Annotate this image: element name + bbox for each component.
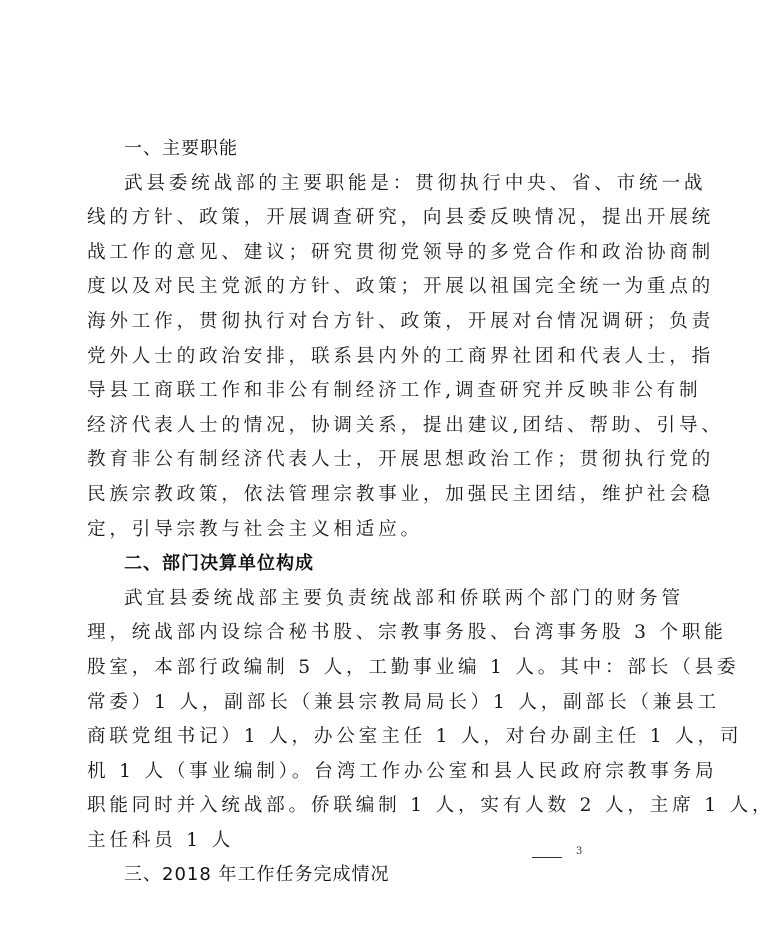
paragraph-line: 武县委统战部的主要职能是：贯彻执行中央、省、市统一战 — [124, 172, 707, 194]
paragraph-line: 教育非公有制经济代表人士，开展思想政治工作；贯彻执行党的 — [87, 449, 715, 471]
paragraph-line: 定，引导宗教与社会主义相适应。 — [87, 518, 423, 540]
paragraph-line: 机 1 人（事业编制）。台湾工作办公室和县人民政府宗教事务局 — [87, 760, 718, 782]
paragraph-line: 商联党组书记）1 人，办公室主任 1 人，对台办副主任 1 人，司 — [87, 726, 743, 748]
paragraph-line: 主任科员 1 人 — [87, 829, 235, 851]
section-heading-task-completion: 三、2018 年工作任务完成情况 — [124, 864, 390, 886]
section-heading-unit-composition: 二、部门决算单位构成 — [124, 553, 314, 575]
footer-dash — [532, 857, 562, 858]
paragraph-line: 党外人士的政治安排，联系县内外的工商界社团和代表人士，指 — [87, 345, 715, 367]
paragraph-line: 导县工商联工作和非公有制经济工作,调查研究并反映非公有制 — [87, 380, 702, 402]
page-number: 3 — [576, 846, 583, 857]
paragraph-line: 战工作的意见、建议；研究贯彻党领导的多党合作和政治协商制 — [87, 241, 715, 263]
page-body — [87, 132, 774, 893]
paragraph-line: 经济代表人士的情况，协调关系，提出建议,团结、帮助、引导、 — [87, 414, 724, 436]
section-heading-main-functions: 一、主要职能 — [124, 138, 238, 159]
paragraph-line: 度以及对民主党派的方针、政策；开展以祖国完全统一为重点的 — [87, 276, 715, 298]
paragraph-line: 线的方针、政策，开展调查研究，向县委反映情况，提出开展统 — [87, 207, 715, 229]
paragraph-line: 武宜县委统战部主要负责统战部和侨联两个部门的财务管 — [124, 587, 684, 609]
paragraph-line: 理，统战部内设综合秘书股、宗教事务股、台湾事务股 3 个职能 — [87, 622, 727, 644]
paragraph-line: 股室，本部行政编制 5 人，工勤事业编 1 人。其中：部长（县委 — [87, 656, 740, 678]
paragraph-line: 海外工作，贯彻执行对台方针、政策，开展对台情况调研；负责 — [87, 310, 715, 332]
paragraph-line: 职能同时并入统战部。侨联编制 1 人，实有人数 2 人，主席 1 人， — [87, 795, 774, 817]
paragraph-line: 常委）1 人，副部长（兼县宗教局局长）1 人，副部长（兼县工 — [87, 691, 720, 713]
paragraph-line: 民族宗教政策，依法管理宗教事业，加强民主团结，维护社会稳 — [87, 483, 715, 505]
